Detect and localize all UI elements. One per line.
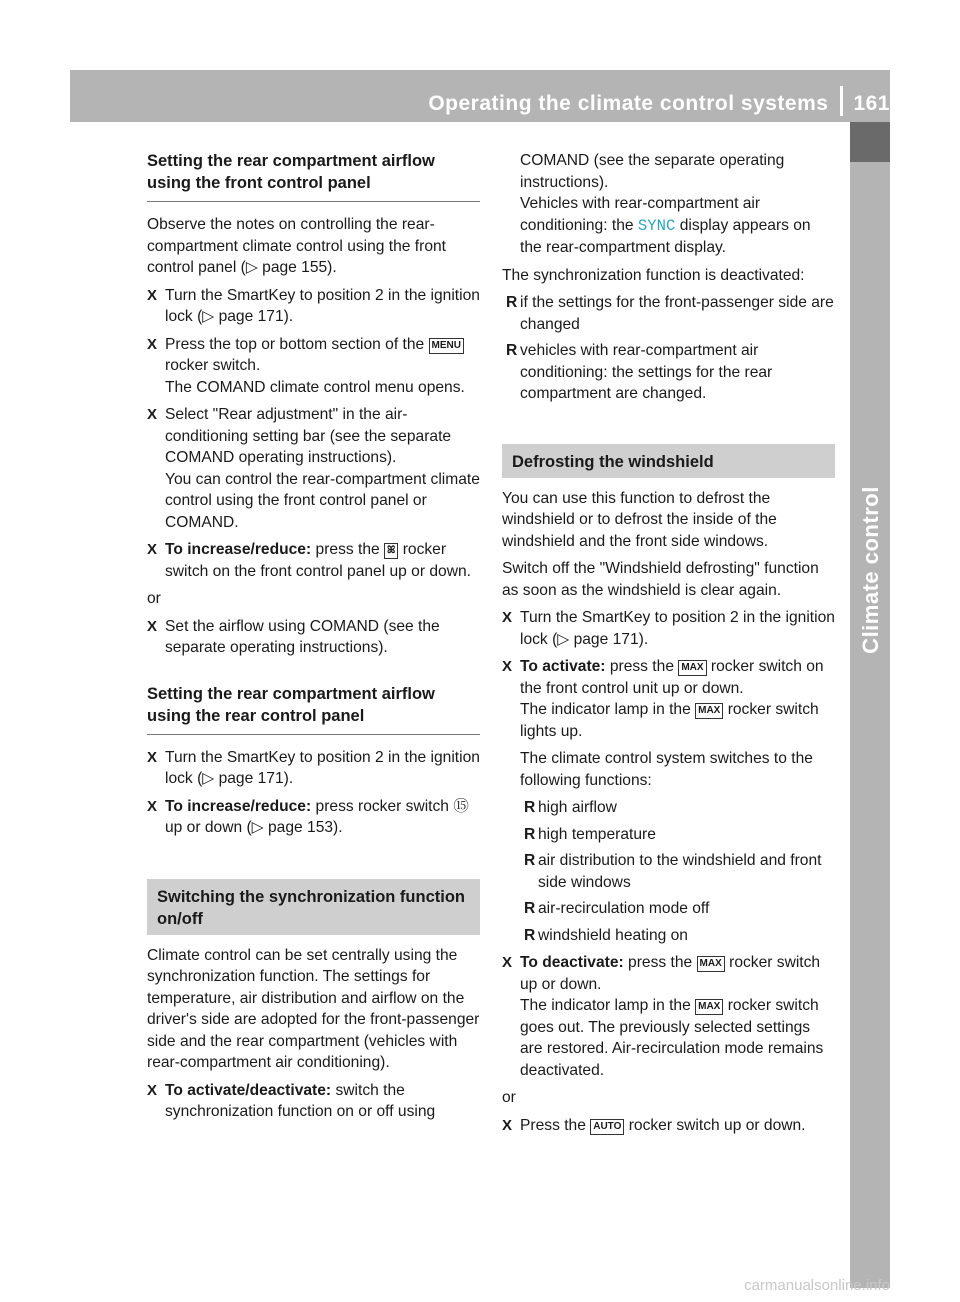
- instruction-step: [147, 747, 480, 790]
- paragraph: Observe the notes on controlling the rear-compartment climate control using the front control panel (▷ page 155).: [147, 216, 447, 276]
- bullet-text: high airflow: [538, 799, 617, 816]
- step-text: rocker switch on the front control unit up or down.: [520, 658, 824, 697]
- bullet-icon: R: [524, 799, 536, 816]
- step-text: rocker switch.: [165, 357, 261, 374]
- bullet-icon: R: [524, 825, 536, 843]
- step-text: switch the synchronization function on or off using: [165, 1081, 436, 1120]
- bullet-text: air-recirculation mode off: [538, 900, 710, 917]
- step-label: To activate/deactivate:: [165, 1081, 332, 1099]
- step-result: rocker switch goes out. The previously selected settings are restored. Air-recirculation mode remains deactivated.: [520, 997, 824, 1079]
- instruction-step: [147, 1080, 480, 1123]
- instruction-step: [502, 607, 835, 650]
- instruction-step: [147, 796, 480, 839]
- section-title-box: Switching the synchronization function on/off: [147, 879, 480, 935]
- step-text: Turn the SmartKey to position 2 in the ignition lock (▷ page 171).: [165, 286, 480, 325]
- paragraph: Climate control can be set centrally using the synchronization function. The settings for temperature, air distribution and airflow on the driver's side are adopted for the front-passenger side and the rear compartment (vehicles with rear-compartment air conditioning).: [147, 946, 480, 1071]
- step-marker-icon: X: [502, 609, 513, 626]
- defrost-max-icon: MAX: [697, 956, 725, 972]
- side-tab-marker: [850, 122, 890, 162]
- bullet-icon: R: [524, 900, 536, 917]
- bullet-text: high temperature: [538, 825, 656, 843]
- step-label: To deactivate:: [520, 954, 624, 971]
- bullet-text: windshield heating on: [538, 926, 688, 944]
- bullet-item: [520, 925, 835, 947]
- paragraph: You can use this function to defrost the windshield or to defrost the inside of the windshield and the front side windows.: [502, 489, 777, 550]
- step-text: rocker switch on the front control panel up or down.: [165, 541, 471, 580]
- left-column: [147, 150, 480, 1129]
- section-title: Setting the rear compartment airflow using the rear control panel: [147, 683, 480, 735]
- bullet-item: [502, 340, 835, 405]
- page-number: 161: [853, 92, 890, 115]
- step-text: rocker switch up or down.: [628, 1116, 806, 1134]
- right-column: [502, 150, 835, 1142]
- section-title: Setting the rear compartment airflow using the front control panel: [147, 150, 480, 202]
- bullet-item: [520, 824, 835, 846]
- step-text: display appears on the rear-compartment display.: [520, 216, 811, 256]
- step-result: The indicator lamp in the: [520, 997, 691, 1014]
- menu-button-icon: MENU: [429, 338, 464, 354]
- step-text: COMAND (see the separate operating instructions).: [520, 152, 785, 191]
- step-result: The indicator lamp in the: [520, 701, 691, 718]
- step-result: The climate control system switches to the following functions:: [520, 750, 813, 789]
- fan-button-icon: ꕤ: [384, 543, 398, 559]
- step-marker-icon: X: [147, 541, 158, 558]
- defrost-max-icon: MAX: [695, 703, 723, 719]
- instruction-step: [147, 334, 480, 399]
- step-text: Select "Rear adjustment" in the air-conditioning setting bar (see the separate COMAND operating instructions).: [165, 406, 452, 466]
- or-text: or: [147, 590, 161, 607]
- step-result: rocker switch lights up.: [520, 701, 819, 740]
- step-label: To increase/reduce:: [165, 541, 312, 558]
- step-text: Set the airflow using COMAND (see the separate operating instructions).: [165, 617, 440, 656]
- step-text: press rocker switch ⑮ up or down (▷ page 153).: [165, 797, 469, 836]
- auto-button-icon: AUTO: [590, 1119, 624, 1135]
- step-text: Press the top or bottom section of the: [165, 335, 425, 353]
- bullet-item: [502, 292, 835, 335]
- side-tab: [850, 122, 890, 1288]
- side-tab-label: [853, 480, 889, 660]
- watermark: carmanualsonline.info: [744, 1277, 890, 1294]
- step-marker-icon: X: [147, 748, 158, 766]
- bullet-text: air distribution to the windshield and front side windows: [538, 852, 822, 891]
- continued-step: [502, 150, 835, 259]
- step-text: Vehicles with rear-compartment air conditioning: the: [520, 195, 761, 234]
- bullet-text: vehicles with rear-compartment air conditioning: the settings for the rear compartment are changed.: [520, 342, 773, 402]
- instruction-step: [502, 952, 835, 1081]
- step-marker-icon: X: [147, 286, 158, 304]
- bullet-item: [520, 797, 835, 819]
- step-text: Turn the SmartKey to position 2 in the ignition lock (▷ page 171).: [520, 609, 835, 648]
- section-title-box: Defrosting the windshield: [502, 444, 835, 478]
- step-marker-icon: X: [147, 617, 158, 635]
- step-marker-icon: X: [147, 1081, 158, 1099]
- step-text: press the: [315, 541, 380, 558]
- step-label: To activate:: [520, 658, 606, 675]
- bullet-icon: R: [506, 342, 518, 359]
- defrost-max-icon: MAX: [695, 999, 723, 1015]
- step-text: Press the: [520, 1116, 586, 1134]
- step-marker-icon: X: [147, 335, 158, 353]
- header-separator: [840, 86, 843, 116]
- step-result: You can control the rear-compartment climate control using the front control panel or COMAND.: [165, 470, 480, 531]
- step-marker-icon: X: [502, 954, 513, 971]
- step-result: The COMAND climate control menu opens.: [165, 378, 465, 396]
- step-marker-icon: X: [147, 406, 158, 423]
- instruction-step: [502, 656, 835, 946]
- sync-display-icon: SYNC: [637, 216, 676, 235]
- instruction-step: [147, 404, 480, 533]
- instruction-step: [147, 285, 480, 328]
- chapter-title: Operating the climate control systems: [428, 92, 829, 115]
- step-text: rocker switch up or down.: [520, 954, 821, 993]
- bullet-item: [520, 850, 835, 893]
- step-marker-icon: X: [502, 658, 513, 675]
- step-text: press the: [609, 658, 674, 675]
- paragraph: Switch off the "Windshield defrosting" function as soon as the windshield is clear again.: [502, 560, 819, 599]
- step-label: To increase/reduce:: [165, 797, 312, 815]
- paragraph: The synchronization function is deactivated:: [502, 266, 805, 284]
- defrost-max-icon: MAX: [678, 660, 706, 676]
- instruction-step: [147, 539, 480, 582]
- bullet-text: if the settings for the front-passenger side are changed: [520, 294, 834, 333]
- instruction-step: [147, 616, 480, 659]
- side-tab-text: Climate control: [858, 486, 883, 654]
- instruction-step: [502, 1115, 835, 1137]
- bullet-icon: R: [524, 852, 536, 869]
- bullet-icon: R: [506, 294, 518, 311]
- step-text: press the: [628, 954, 693, 971]
- step-marker-icon: X: [147, 797, 158, 815]
- step-marker-icon: X: [502, 1116, 513, 1134]
- bullet-item: [520, 898, 835, 920]
- bullet-icon: R: [524, 926, 536, 944]
- page-header: [140, 86, 890, 116]
- step-text: Turn the SmartKey to position 2 in the ignition lock (▷ page 171).: [165, 748, 480, 787]
- or-text: or: [502, 1089, 516, 1106]
